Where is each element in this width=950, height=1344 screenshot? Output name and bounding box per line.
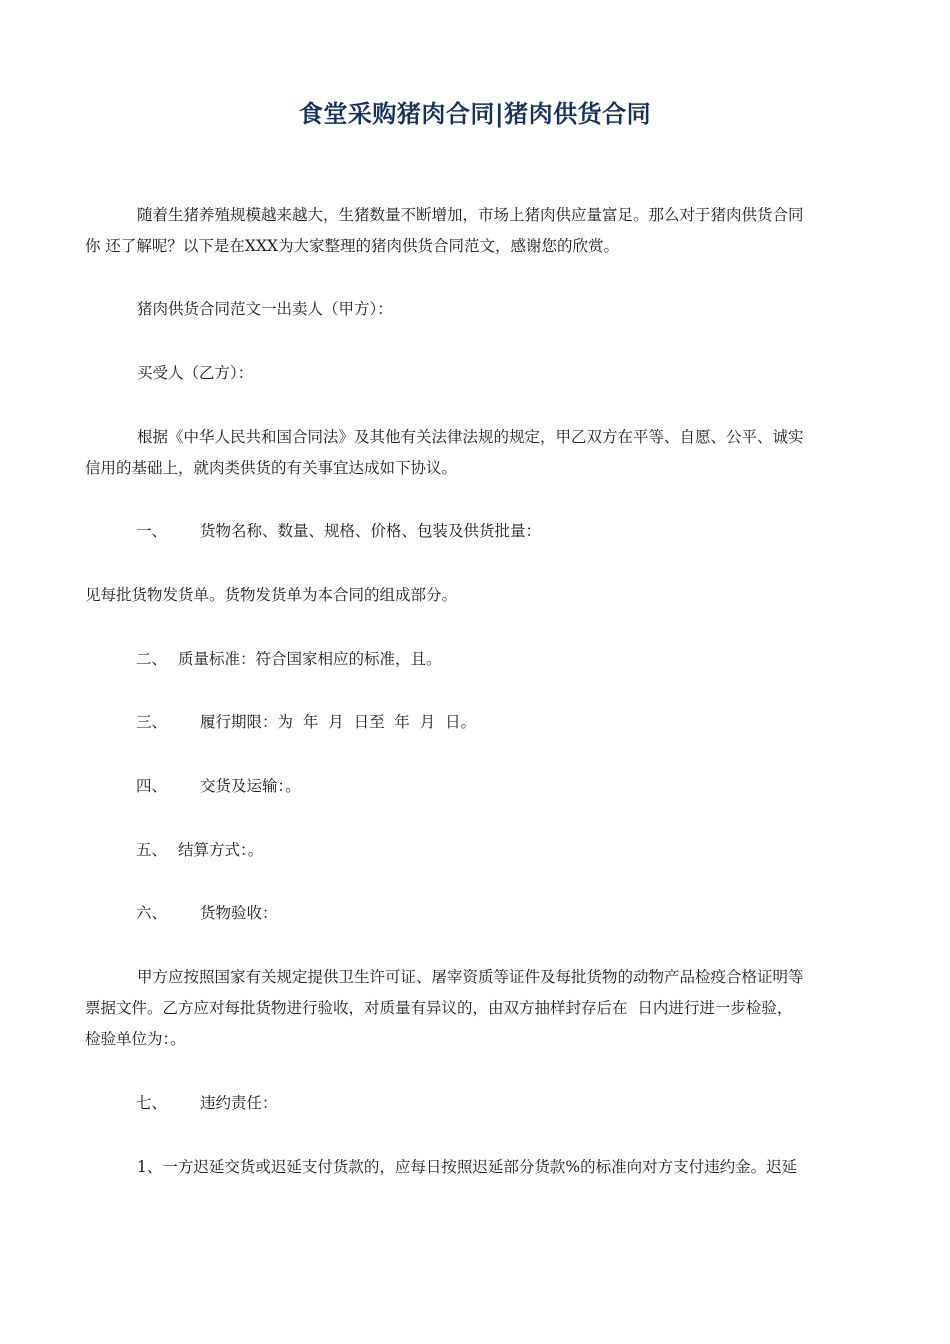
inspection-line-1: 甲方应按照国家有关规定提供卫生许可证、屠宰资质等证件及每批货物的动物产品检疫合格证明等	[137, 968, 804, 986]
clause-7	[136, 1088, 278, 1119]
intro-line-2: 你 还了解呢？以下是在XXX为大家整理的猪肉供货合同范文，感谢您的欣赏。	[85, 237, 620, 255]
document-title: 食堂采购猪肉合同|猪肉供货合同	[298, 100, 652, 128]
clause-number: 五、	[136, 841, 168, 859]
clause-5	[136, 835, 263, 866]
clause-number: 二、	[136, 650, 168, 668]
liability-line-1: 1、一方迟延交货或迟延支付货款的，应每日按照迟延部分货款%的标准向对方支付违约金。迟延	[137, 1158, 798, 1176]
buyer-line: 买受人（乙方）：	[137, 364, 254, 382]
intro-line-1: 随着生猪养殖规模越来越大，生猪数量不断增加，市场上猪肉供应量富足。那么对于猪肉供货合同	[137, 206, 804, 224]
clause-text: 货物名称、数量、规格、价格、包装及供货批量：	[200, 522, 542, 540]
clause-4	[136, 771, 301, 802]
clause-number: 三、	[136, 713, 168, 731]
clause-text: 结算方式：。	[178, 841, 264, 859]
clause-6	[136, 898, 278, 929]
clause-text: 违约责任：	[200, 1094, 278, 1112]
clause-number: 七、	[136, 1094, 168, 1112]
clause-1-body: 见每批货物发货单。货物发货单为本合同的组成部分。	[85, 586, 458, 604]
clause-number: 一、	[136, 522, 168, 540]
clause-text: 履行期限：为 年 月 日至 年 月 日。	[200, 713, 477, 731]
clause-3	[136, 707, 476, 738]
clause-1	[136, 516, 541, 547]
clause-text: 交货及运输：。	[200, 777, 301, 795]
clause-text: 货物验收：	[200, 904, 278, 922]
clause-number: 四、	[136, 777, 168, 795]
inspection-line-3: 检验单位为：。	[85, 1030, 186, 1048]
basis-line-1: 根据《中华人民共和国合同法》及其他有关法律法规的规定，甲乙双方在平等、自愿、公平、诚实	[137, 428, 804, 446]
seller-line: 猪肉供货合同范文一出卖人（甲方）：	[137, 300, 393, 318]
basis-line-2: 信用的基础上，就肉类供货的有关事宜达成如下协议。	[85, 459, 458, 477]
clause-text: 质量标准：符合国家相应的标准，且。	[178, 650, 442, 668]
clause-2	[136, 644, 442, 675]
inspection-line-2: 票据文件。乙方应对每批货物进行验收，对质量有异议的，由双方抽样封存后在 日内进行进一步检验，	[85, 999, 793, 1017]
clause-number: 六、	[136, 904, 168, 922]
